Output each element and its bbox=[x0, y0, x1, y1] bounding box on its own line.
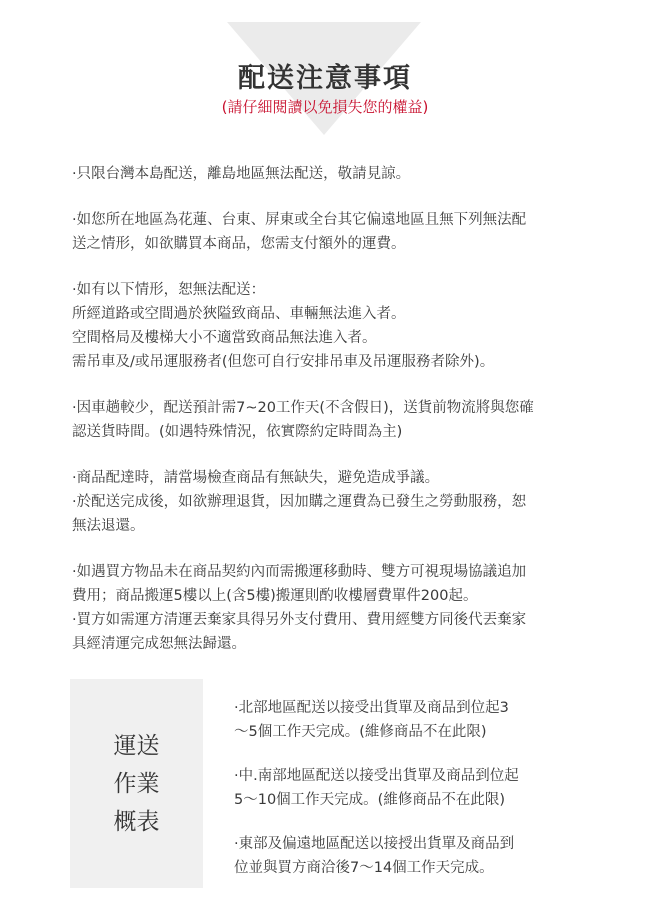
note-line: ·如有以下情形，恕無法配送： bbox=[72, 282, 266, 298]
note-line: 送之情形，如欲購買本商品，您需支付額外的運費。 bbox=[72, 236, 406, 252]
summary-body bbox=[203, 679, 578, 888]
note-island-delivery bbox=[72, 162, 577, 186]
note-line: ·於配送完成後，如欲辦理退貨，因加購之運費為已發生之勞動服務，恕 bbox=[72, 494, 527, 510]
note-moving-disposal-fees bbox=[72, 560, 577, 656]
summary-item-central-south bbox=[234, 764, 519, 812]
note-line: ·只限台灣本島配送，離島地區無法配送，敬請見諒。 bbox=[72, 166, 411, 182]
summary-line: ·中.南部地區配送以接受出貨單及商品到位起 bbox=[234, 768, 519, 784]
summary-line: ·東部及偏遠地區配送以接授出貨單及商品到 bbox=[234, 836, 515, 852]
note-line: ·如遇買方物品未在商品契約內而需搬運移動時、雙方可視現場協議追加 bbox=[72, 564, 527, 580]
summary-title-line: 運送 bbox=[113, 732, 160, 759]
delivery-notes bbox=[72, 162, 577, 678]
note-line: 認送貨時間。(如遇特殊情況，依實際約定時間為主) bbox=[72, 424, 403, 440]
note-line: ·買方如需運方清運丟棄家具得另外支付費用、費用經雙方同後代丟棄家 bbox=[72, 612, 527, 628]
summary-title-line: 概表 bbox=[113, 808, 160, 835]
note-line: ·如您所在地區為花蓮、台東、屏東或全台其它偏遠地區且無下列無法配 bbox=[72, 212, 527, 228]
summary-line: 5～10個工作天完成。(維修商品不在此限) bbox=[234, 792, 505, 808]
note-line: 費用；商品搬運5樓以上(含5樓)搬運則酌收樓層費單件200起。 bbox=[72, 588, 478, 604]
note-delivery-time bbox=[72, 396, 577, 444]
summary-items bbox=[234, 696, 519, 900]
note-line: ·商品配達時，請當場檢查商品有無缺失，避免造成爭議。 bbox=[72, 470, 440, 486]
summary-item-east-remote bbox=[234, 832, 519, 880]
page-subtitle: (請仔細閱讀以免損失您的權益) bbox=[221, 98, 429, 116]
note-line: 具經清運完成恕無法歸還。 bbox=[72, 636, 246, 652]
note-remote-area-fee bbox=[72, 208, 577, 256]
summary-title-line: 作業 bbox=[113, 770, 160, 797]
note-line: 所經道路或空間過於狹隘致商品、車輛無法進入者。 bbox=[72, 306, 406, 322]
note-line: 空間格局及樓梯大小不適當致商品無法進入者。 bbox=[72, 330, 377, 346]
summary-item-north bbox=[234, 696, 519, 744]
summary-line: 位並與買方商洽後7～14個工作天完成。 bbox=[234, 860, 494, 876]
summary-line: ～5個工作天完成。(維修商品不在此限) bbox=[234, 724, 487, 740]
note-undeliverable-conditions bbox=[72, 278, 577, 374]
note-line: ·因車趟較少，配送預計需7~20工作天(不含假日)，送貨前物流將與您確 bbox=[72, 400, 534, 416]
summary-title bbox=[70, 679, 203, 888]
note-inspection-returns bbox=[72, 466, 577, 538]
note-line: 需吊車及/或吊運服務者(但您可自行安排吊車及吊運服務者除外)。 bbox=[72, 354, 495, 370]
summary-line: ·北部地區配送以接受出貨單及商品到位起3 bbox=[234, 700, 509, 716]
delivery-schedule-summary bbox=[70, 679, 578, 888]
page-title: 配送注意事項 bbox=[238, 63, 412, 94]
note-line: 無法退還。 bbox=[72, 518, 145, 534]
